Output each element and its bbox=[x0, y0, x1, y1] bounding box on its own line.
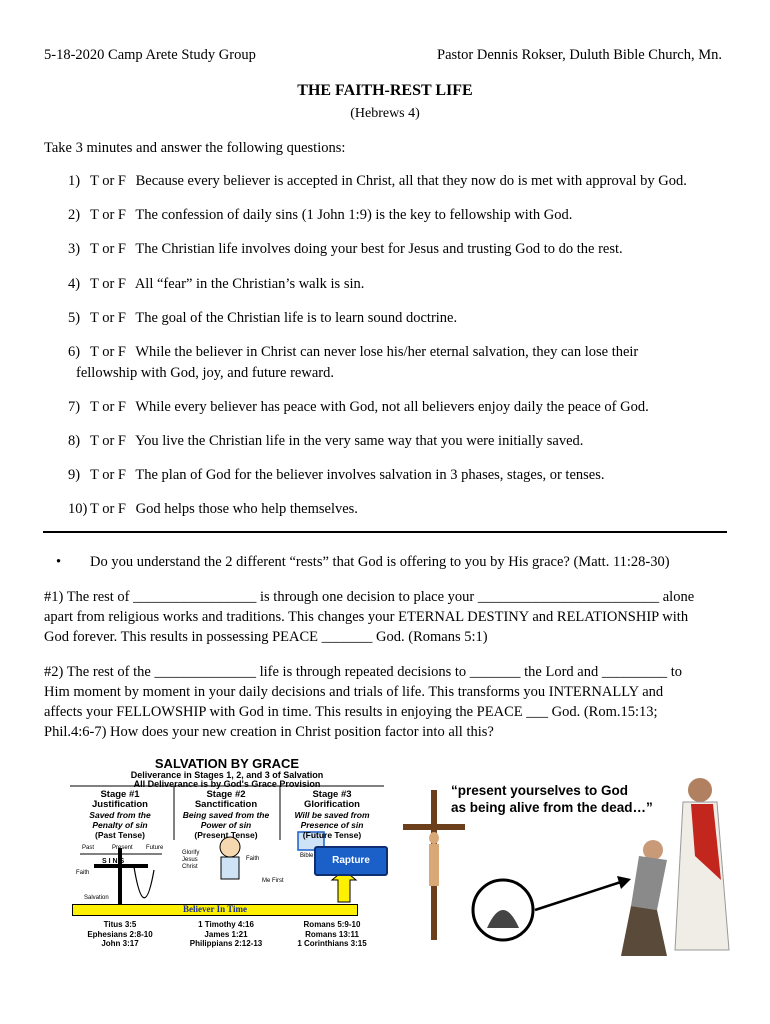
true-false-marker: T or F bbox=[90, 399, 126, 415]
stage-name: Glorification bbox=[304, 799, 360, 810]
stage-tense: (Present Tense) bbox=[194, 830, 258, 840]
header-date-group: 5-18-2020 Camp Arete Study Group bbox=[44, 47, 256, 63]
true-false-marker: T or F bbox=[90, 276, 126, 292]
quote-line-1: “present yourselves to God bbox=[451, 783, 629, 798]
ref-text: Titus 3:5 bbox=[103, 920, 137, 929]
question-text: God helps those who help themselves. bbox=[135, 501, 358, 517]
timeline-faith: Faith bbox=[76, 870, 90, 876]
question-text: All “fear” in the Christian’s walk is sin. bbox=[134, 276, 365, 292]
question-number: 10) bbox=[68, 501, 88, 517]
label-glorify: Glorify bbox=[182, 850, 200, 856]
question-number: 2) bbox=[68, 207, 81, 223]
question-5 bbox=[68, 308, 718, 329]
ref-text: Romans 13:11 bbox=[305, 929, 359, 939]
question-3 bbox=[68, 239, 718, 260]
rapture-box: Rapture bbox=[314, 846, 388, 876]
person-body bbox=[221, 857, 239, 879]
question-9 bbox=[68, 465, 718, 486]
kneeling-man-legs bbox=[621, 906, 667, 956]
question-number: 8) bbox=[68, 433, 81, 449]
question-7 bbox=[68, 397, 718, 418]
stage-desc: Being saved from the bbox=[182, 810, 270, 820]
ref-text: James 1:21 bbox=[204, 929, 248, 939]
ref-text: 1 Corinthians 3:15 bbox=[297, 939, 367, 948]
true-false-marker: T or F bbox=[90, 173, 126, 189]
stage-tense: (Past Tense) bbox=[95, 830, 145, 840]
question-8 bbox=[68, 431, 718, 452]
question-text: The goal of the Christian life is to learn sound doctrine. bbox=[135, 310, 458, 326]
rest-2-line: Phil.4:6-7) How does your new creation in Christ position factor into all this? bbox=[44, 724, 494, 740]
stage-desc: Penalty of sin bbox=[92, 820, 148, 830]
label-jesus: Jesus bbox=[182, 857, 198, 863]
tomb-arrow-head-icon bbox=[617, 876, 631, 889]
bullet-text: Do you understand the 2 different “rests” that God is offering to you by His grace? (Matt. 11:28-30) bbox=[90, 554, 670, 570]
header-author: Pastor Dennis Rokser, Duluth Bible Church, Mn. bbox=[437, 47, 722, 63]
crucifix-body bbox=[429, 844, 439, 886]
question-6 bbox=[68, 342, 718, 384]
question-4 bbox=[68, 274, 718, 295]
person-head bbox=[220, 837, 240, 857]
question-text: The confession of daily sins (1 John 1:9) is the key to fellowship with God. bbox=[135, 207, 573, 223]
rest-1-line: God forever. This results in possessing PEACE _______ God. (Romans 5:1) bbox=[44, 629, 488, 645]
intro-text: Take 3 minutes and answer the following questions: bbox=[44, 140, 346, 156]
diagram-title: SALVATION BY GRACE bbox=[154, 756, 300, 771]
stage-desc: Saved from the bbox=[89, 810, 151, 820]
timeline-past: Past bbox=[82, 845, 95, 851]
bullet-dot-icon: • bbox=[56, 554, 62, 570]
true-false-marker: T or F bbox=[90, 241, 126, 257]
true-false-marker: T or F bbox=[90, 344, 126, 360]
label-bible: Bible bbox=[300, 853, 314, 859]
question-1 bbox=[68, 171, 718, 192]
stage-1-refs bbox=[70, 920, 170, 949]
rest-2-paragraph bbox=[44, 662, 726, 742]
stage-desc: Will be saved from bbox=[294, 810, 370, 820]
page-subtitle: (Hebrews 4) bbox=[350, 106, 420, 121]
question-number: 4) bbox=[68, 276, 81, 292]
rest-2-line: #2) The rest of the ______________ life is through repeated decisions to _______ the Lord and _________ to bbox=[44, 664, 683, 680]
crucifix-head bbox=[429, 832, 439, 844]
stage-desc: Power of sin bbox=[200, 820, 252, 830]
question-number: 7) bbox=[68, 399, 81, 415]
rest-1-line: #1) The rest of _________________ is through one decision to place your _________________________ alone bbox=[44, 589, 695, 605]
question-text: The plan of God for the believer involves salvation in 3 phases, stages, or tenses. bbox=[135, 467, 605, 483]
true-false-marker: T or F bbox=[90, 310, 126, 326]
stage-1 bbox=[70, 790, 170, 840]
stage-title: Stage #2 bbox=[206, 789, 246, 800]
rest-2-line: Him moment by moment in your daily decisions and trials of life. This transforms you INTERNALLY and bbox=[44, 684, 664, 700]
diagram-subtitle-1: Deliverance in Stages 1, 2, and 3 of Salvation bbox=[130, 770, 324, 780]
question-text: While the believer in Christ can never lose his/her eternal salvation, they can lose their bbox=[135, 344, 639, 360]
timeline-present: Present bbox=[112, 845, 133, 851]
timeline-future: Future bbox=[146, 845, 164, 851]
tomb-arrow-line bbox=[535, 880, 627, 910]
question-text-continued: fellowship with God, joy, and future reward. bbox=[76, 365, 334, 381]
stage-title: Stage #1 bbox=[100, 789, 140, 800]
label-christ: Christ bbox=[182, 864, 198, 870]
question-text: Because every believer is accepted in Christ, all that they now do is met with approval by God. bbox=[135, 173, 687, 189]
question-number: 3) bbox=[68, 241, 81, 257]
stage-name: Sanctification bbox=[194, 799, 258, 810]
true-false-marker: T or F bbox=[90, 501, 126, 517]
question-text: You live the Christian life in the very same way that you were initially saved. bbox=[135, 433, 584, 449]
stage-3-refs bbox=[282, 920, 382, 949]
present-yourselves-figure bbox=[395, 760, 735, 960]
ref-text: Philippians 2:12-13 bbox=[189, 939, 263, 948]
question-number: 6) bbox=[68, 344, 81, 360]
rest-2-line: affects your FELLOWSHIP with God in time. This results in enjoying the PEACE ___ God. (Rom.15:13; bbox=[44, 704, 658, 720]
stage-2 bbox=[176, 790, 276, 840]
stage-desc: Presence of sin bbox=[300, 820, 364, 830]
question-10 bbox=[68, 499, 718, 520]
question-2 bbox=[68, 205, 718, 226]
crucifix-horizontal bbox=[403, 824, 465, 830]
stage-3 bbox=[282, 790, 382, 840]
kneeling-man-body bbox=[631, 856, 667, 910]
quote-text bbox=[451, 782, 731, 816]
timeline-salvation: Salvation bbox=[84, 895, 109, 901]
rest-1-line: apart from religious works and traditions. This changes your ETERNAL DESTINY and RELATIONSHIP with bbox=[44, 609, 689, 625]
true-false-marker: T or F bbox=[90, 467, 126, 483]
believer-in-time-bar bbox=[72, 904, 358, 916]
quote-line-2: as being alive from the dead…” bbox=[451, 800, 653, 815]
stage-name: Justification bbox=[92, 799, 148, 810]
question-number: 1) bbox=[68, 173, 81, 189]
bullet-question bbox=[56, 554, 670, 571]
stage-tense: (Future Tense) bbox=[302, 830, 362, 840]
page-title: THE FAITH-REST LIFE bbox=[297, 82, 473, 99]
question-number: 9) bbox=[68, 467, 81, 483]
rest-1-paragraph bbox=[44, 587, 726, 647]
ref-text: 1 Timothy 4:16 bbox=[198, 920, 254, 929]
true-false-marker: T or F bbox=[90, 433, 126, 449]
ref-text: John 3:17 bbox=[101, 939, 139, 948]
ref-text: Romans 5:9-10 bbox=[303, 920, 361, 929]
stage-title: Stage #3 bbox=[312, 789, 352, 800]
question-number: 5) bbox=[68, 310, 81, 326]
ref-text: Ephesians 2:8-10 bbox=[87, 929, 153, 939]
question-text: While every believer has peace with God, not all believers enjoy daily the peace of God. bbox=[135, 399, 649, 415]
timeline-sins: S I N S bbox=[102, 858, 125, 865]
divider-line bbox=[43, 531, 727, 533]
true-false-marker: T or F bbox=[90, 207, 126, 223]
diagram-subtitle-2: All Deliverance is by God's Grace Provision bbox=[133, 779, 321, 789]
label-me-first: Me First bbox=[262, 878, 284, 884]
question-text: The Christian life involves doing your best for Jesus and trusting God to do the rest. bbox=[135, 241, 623, 257]
believer-in-time-label: Believer In Time bbox=[183, 904, 247, 914]
stage-2-refs bbox=[176, 920, 276, 949]
label-faith: Faith bbox=[246, 856, 260, 862]
